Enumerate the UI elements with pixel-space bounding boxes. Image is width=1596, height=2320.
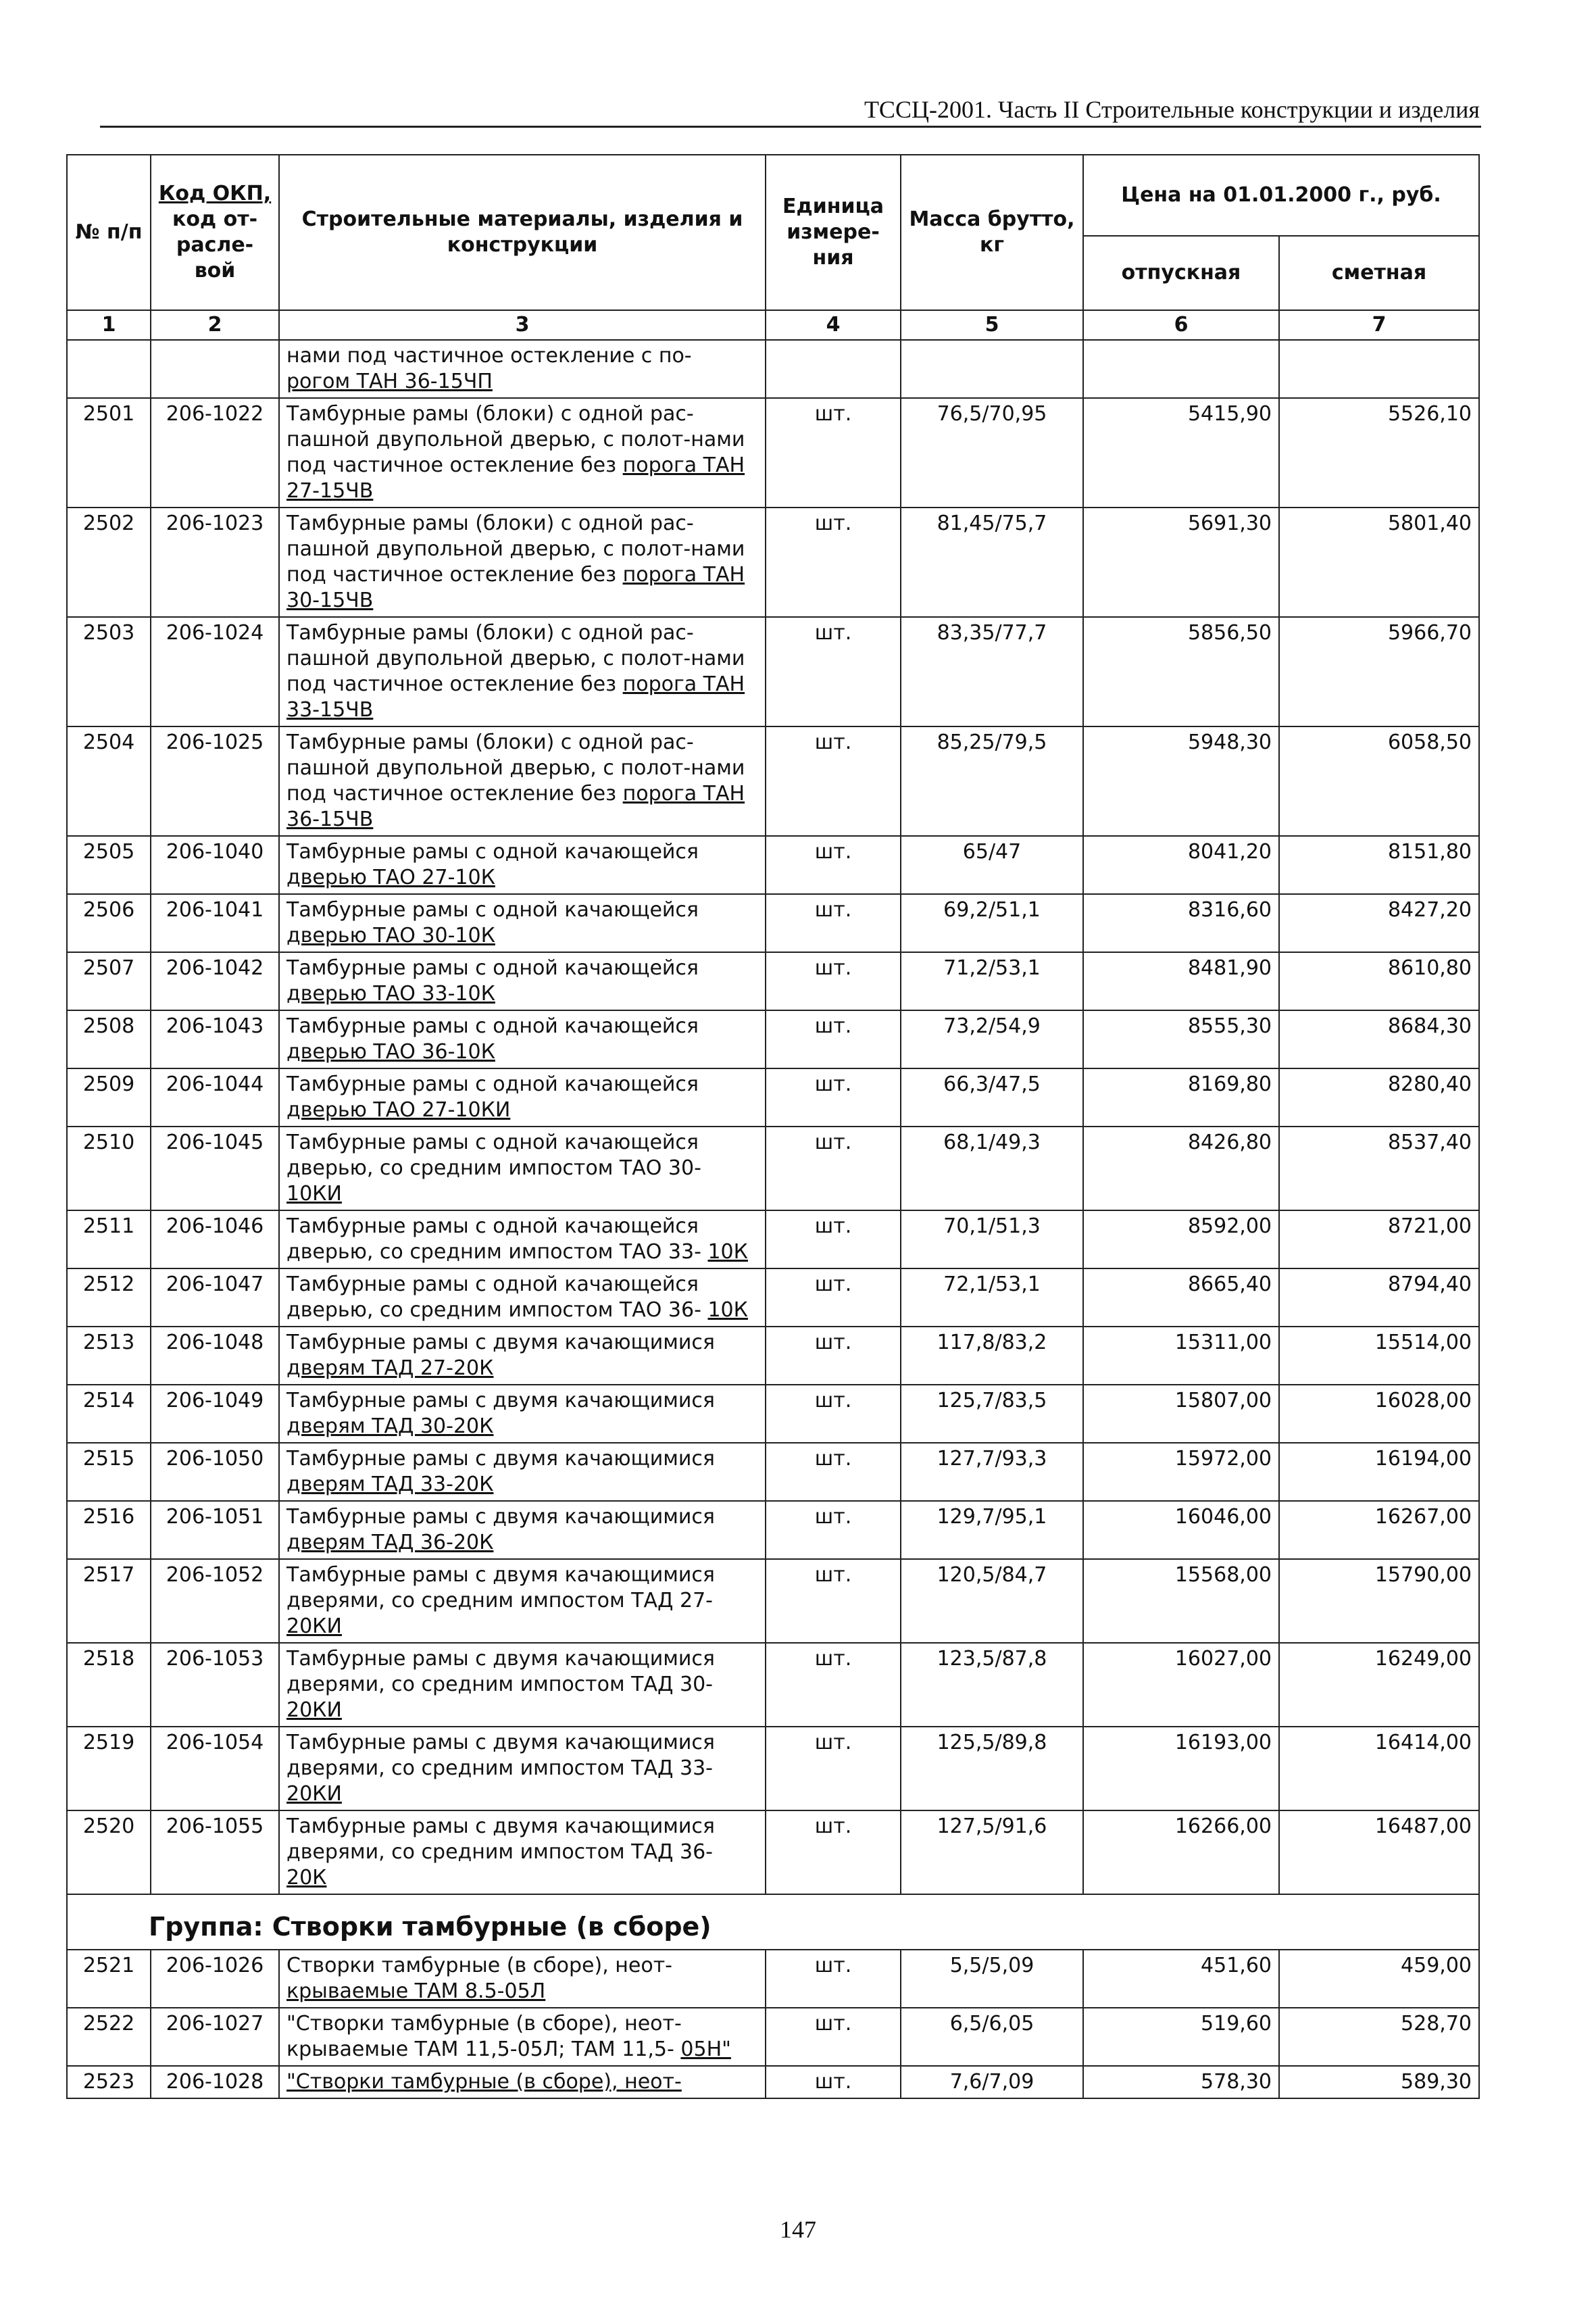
- row-price-release: 8316,60: [1083, 894, 1279, 952]
- description-text: Тамбурные рамы с двумя качающимися: [286, 1331, 715, 1354]
- row-description: [279, 617, 766, 726]
- table-row: [67, 1810, 1479, 1894]
- row-unit: шт.: [766, 1810, 901, 1894]
- row-price-estimate: 8610,80: [1279, 952, 1479, 1010]
- row-unit: шт.: [766, 1010, 901, 1068]
- row-number: 2513: [67, 1327, 151, 1385]
- col-number: 5: [901, 310, 1083, 340]
- header-price: Цена на 01.01.2000 г., руб.: [1083, 155, 1479, 236]
- table-row: [67, 1385, 1479, 1443]
- row-number: 2520: [67, 1810, 151, 1894]
- description-text: Тамбурные рамы (блоки) с одной рас-пашной двупольной дверью, с полот-нами под частичное остекление без: [286, 402, 745, 477]
- row-mass: 68,1/49,3: [901, 1127, 1083, 1210]
- row-mass: 125,7/83,5: [901, 1385, 1083, 1443]
- row-price-estimate: 528,70: [1279, 2008, 1479, 2066]
- row-unit: шт.: [766, 1068, 901, 1127]
- row-description: [279, 1068, 766, 1127]
- row-description: [279, 508, 766, 617]
- row-mass: 66,3/47,5: [901, 1068, 1083, 1127]
- row-description: [279, 1010, 766, 1068]
- description-last-line: "Створки тамбурные (в сборе), неот-: [286, 2070, 682, 2094]
- row-code: 206-1047: [151, 1268, 279, 1327]
- row-description: [279, 836, 766, 894]
- table-row: [67, 1010, 1479, 1068]
- row-number: 2516: [67, 1501, 151, 1559]
- row-number: 2506: [67, 894, 151, 952]
- row-unit: шт.: [766, 894, 901, 952]
- row-description: [279, 1950, 766, 2008]
- row-number: 2502: [67, 508, 151, 617]
- row-code: 206-1027: [151, 2008, 279, 2066]
- header-materials: Строительные материалы, изделия и конструкции: [279, 155, 766, 310]
- description-last-line: 20КИ: [286, 1782, 342, 1806]
- row-price-release: 519,60: [1083, 2008, 1279, 2066]
- table-row: [67, 1643, 1479, 1727]
- row-description: [279, 2066, 766, 2098]
- col-number: 2: [151, 310, 279, 340]
- description-last-line: дверям ТАД 30-20К: [286, 1414, 494, 1438]
- row-number: 2511: [67, 1210, 151, 1268]
- row-price-estimate: 8721,00: [1279, 1210, 1479, 1268]
- row-code: 206-1044: [151, 1068, 279, 1127]
- row-number: 2510: [67, 1127, 151, 1210]
- row-price-release: 451,60: [1083, 1950, 1279, 2008]
- row-price-estimate: 8280,40: [1279, 1068, 1479, 1127]
- row-number: 2521: [67, 1950, 151, 2008]
- row-code: 206-1023: [151, 508, 279, 617]
- row-mass: 81,45/75,7: [901, 508, 1083, 617]
- row-number: 2508: [67, 1010, 151, 1068]
- description-last-line: дверям ТАД 33-20К: [286, 1473, 494, 1496]
- row-code: 206-1050: [151, 1443, 279, 1501]
- row-number: 2517: [67, 1559, 151, 1643]
- description-text: Тамбурные рамы с одной качающейся дверью, со средним импостом ТАО 30-: [286, 1131, 701, 1180]
- row-price-release: 8665,40: [1083, 1268, 1279, 1327]
- row-mass: 70,1/51,3: [901, 1210, 1083, 1268]
- table-row: [67, 2066, 1479, 2098]
- description-last-line: порога ТАН 33-15ЧВ: [286, 672, 745, 722]
- row-price-release: 16027,00: [1083, 1643, 1279, 1727]
- row-price-estimate: 16028,00: [1279, 1385, 1479, 1443]
- row-price-release: 8555,30: [1083, 1010, 1279, 1068]
- row-price-estimate: 8151,80: [1279, 836, 1479, 894]
- row-description: [279, 1501, 766, 1559]
- row-unit: шт.: [766, 726, 901, 836]
- description-last-line: порога ТАН 30-15ЧВ: [286, 563, 745, 612]
- row-price-release: 5691,30: [1083, 508, 1279, 617]
- row-description: [279, 952, 766, 1010]
- row-price-estimate: 5801,40: [1279, 508, 1479, 617]
- description-text: Тамбурные рамы с одной качающейся: [286, 898, 699, 922]
- table-row: [67, 398, 1479, 508]
- row-description: [279, 1727, 766, 1810]
- row-number: 2504: [67, 726, 151, 836]
- row-unit: шт.: [766, 1501, 901, 1559]
- table-row: [67, 1950, 1479, 2008]
- row-unit: шт.: [766, 952, 901, 1010]
- header-unit: Единица измере-ния: [766, 155, 901, 310]
- description-last-line: дверью ТАО 27-10К: [286, 866, 495, 889]
- row-number: 2518: [67, 1643, 151, 1727]
- description-last-line: дверью ТАО 33-10К: [286, 982, 495, 1006]
- description-last-line: дверям ТАД 36-20К: [286, 1531, 494, 1554]
- row-mass: 76,5/70,95: [901, 398, 1083, 508]
- row-price-release: 5948,30: [1083, 726, 1279, 836]
- description-text: Тамбурные рамы с одной качающейся: [286, 840, 699, 864]
- row-unit: шт.: [766, 1643, 901, 1727]
- row-unit: шт.: [766, 617, 901, 726]
- row-code: 206-1055: [151, 1810, 279, 1894]
- table-row: [67, 1327, 1479, 1385]
- row-number: 2507: [67, 952, 151, 1010]
- table-row: [67, 1559, 1479, 1643]
- row-unit: шт.: [766, 1127, 901, 1210]
- row-code: 206-1040: [151, 836, 279, 894]
- description-last-line: порога ТАН 36-15ЧВ: [286, 782, 745, 831]
- row-price-estimate: 8684,30: [1279, 1010, 1479, 1068]
- row-description: [279, 1127, 766, 1210]
- description-text: Тамбурные рамы с двумя качающимися дверями, со средним импостом ТАД 33-: [286, 1731, 715, 1780]
- row-price-release: 8426,80: [1083, 1127, 1279, 1210]
- row-number: 2514: [67, 1385, 151, 1443]
- description-text: Тамбурные рамы (блоки) с одной рас-пашной двупольной дверью, с полот-нами под частичное остекление без: [286, 512, 745, 587]
- description-text: Тамбурные рамы с одной качающейся дверью, со средним импостом ТАО 36-: [286, 1273, 701, 1322]
- table-row: [67, 1068, 1479, 1127]
- row-mass: 123,5/87,8: [901, 1643, 1083, 1727]
- header-estimate: сметная: [1279, 236, 1479, 310]
- row-mass: 65/47: [901, 836, 1083, 894]
- row-number: 2523: [67, 2066, 151, 2098]
- row-code: 206-1041: [151, 894, 279, 952]
- row-code: 206-1052: [151, 1559, 279, 1643]
- row-code: 206-1049: [151, 1385, 279, 1443]
- row-code: 206-1042: [151, 952, 279, 1010]
- row-mass: 71,2/53,1: [901, 952, 1083, 1010]
- table-row: [67, 894, 1479, 952]
- row-code: 206-1026: [151, 1950, 279, 2008]
- table-row: [67, 952, 1479, 1010]
- row-description: [279, 1268, 766, 1327]
- row-price-estimate: 16267,00: [1279, 1501, 1479, 1559]
- col-number: 1: [67, 310, 151, 340]
- row-mass: 85,25/79,5: [901, 726, 1083, 836]
- table-row: [67, 836, 1479, 894]
- description-text: "Створки тамбурные (в сборе), неот-крываемые ТАМ 11,5-05Л; ТАМ 11,5-: [286, 2012, 682, 2061]
- price-table: [66, 154, 1480, 2099]
- row-price-release: 8169,80: [1083, 1068, 1279, 1127]
- row-unit: шт.: [766, 1327, 901, 1385]
- row-price-release: 16046,00: [1083, 1501, 1279, 1559]
- row-mass: 127,5/91,6: [901, 1810, 1083, 1894]
- description-last-line: порога ТАН 27-15ЧВ: [286, 453, 745, 503]
- row-number: 2515: [67, 1443, 151, 1501]
- table-row: [67, 2008, 1479, 2066]
- row-mass: 69,2/51,1: [901, 894, 1083, 952]
- table-row: [67, 1443, 1479, 1501]
- row-price-estimate: 16194,00: [1279, 1443, 1479, 1501]
- row-number: 2505: [67, 836, 151, 894]
- row-mass: 83,35/77,7: [901, 617, 1083, 726]
- running-header: ТССЦ-2001. Часть II Строительные конструкции и изделия: [864, 96, 1480, 123]
- row-price-estimate: 15514,00: [1279, 1327, 1479, 1385]
- table-row: [67, 1127, 1479, 1210]
- header-rule: [100, 126, 1481, 128]
- row-unit: шт.: [766, 1950, 901, 2008]
- row-mass: 73,2/54,9: [901, 1010, 1083, 1068]
- row-unit: шт.: [766, 1443, 901, 1501]
- table-row: [67, 726, 1479, 836]
- row-number: 2501: [67, 398, 151, 508]
- col-number: 6: [1083, 310, 1279, 340]
- description-last-line: дверям ТАД 27-20К: [286, 1356, 494, 1380]
- row-unit: шт.: [766, 508, 901, 617]
- row-price-estimate: 6058,50: [1279, 726, 1479, 836]
- row-code: 206-1043: [151, 1010, 279, 1068]
- row-mass: 7,6/7,09: [901, 2066, 1083, 2098]
- header-num: № п/п: [67, 155, 151, 310]
- header-okp-top: Код ОКП,: [158, 182, 272, 205]
- description-last-line: 10КИ: [286, 1182, 342, 1206]
- continuation-row: [67, 340, 1479, 398]
- description-text: Тамбурные рамы с двумя качающимися дверями, со средним импостом ТАД 36-: [286, 1815, 715, 1864]
- row-number: 2522: [67, 2008, 151, 2066]
- row-code: 206-1028: [151, 2066, 279, 2098]
- row-price-release: 16266,00: [1083, 1810, 1279, 1894]
- table-row: [67, 1501, 1479, 1559]
- table-row: [67, 1268, 1479, 1327]
- row-unit: шт.: [766, 2066, 901, 2098]
- row-description: [279, 1327, 766, 1385]
- description-text: Тамбурные рамы с двумя качающимися дверями, со средним импостом ТАД 27-: [286, 1563, 715, 1612]
- row-number: 2503: [67, 617, 151, 726]
- group-row: [67, 1894, 1479, 1950]
- row-price-release: 15972,00: [1083, 1443, 1279, 1501]
- row-code: 206-1048: [151, 1327, 279, 1385]
- row-code: 206-1024: [151, 617, 279, 726]
- row-price-estimate: 459,00: [1279, 1950, 1479, 2008]
- description-text: Тамбурные рамы с одной качающейся дверью, со средним импостом ТАО 33-: [286, 1214, 701, 1264]
- row-price-release: 5415,90: [1083, 398, 1279, 508]
- row-code: 206-1051: [151, 1501, 279, 1559]
- row-price-release: 8041,20: [1083, 836, 1279, 894]
- page-number: 147: [780, 2216, 816, 2243]
- description-last-line: 10К: [707, 1240, 748, 1264]
- row-price-release: 5856,50: [1083, 617, 1279, 726]
- row-price-release: 8592,00: [1083, 1210, 1279, 1268]
- col-number: 7: [1279, 310, 1479, 340]
- description-text: Тамбурные рамы с одной качающейся: [286, 1014, 699, 1038]
- description-last-line: дверью ТАО 30-10К: [286, 924, 495, 947]
- table-row: [67, 1210, 1479, 1268]
- description-last-line: дверью ТАО 27-10КИ: [286, 1098, 511, 1122]
- row-description: [279, 2008, 766, 2066]
- description-text: Тамбурные рамы (блоки) с одной рас-пашной двупольной дверью, с полот-нами под частичное остекление без: [286, 621, 745, 696]
- row-price-estimate: 16414,00: [1279, 1727, 1479, 1810]
- row-mass: 127,7/93,3: [901, 1443, 1083, 1501]
- row-unit: шт.: [766, 2008, 901, 2066]
- row-description: [279, 398, 766, 508]
- description-last-line: 20КИ: [286, 1614, 342, 1638]
- row-price-estimate: 589,30: [1279, 2066, 1479, 2098]
- row-unit: шт.: [766, 398, 901, 508]
- row-description: [279, 1443, 766, 1501]
- row-mass: 72,1/53,1: [901, 1268, 1083, 1327]
- description-last-line: дверью ТАО 36-10К: [286, 1040, 495, 1064]
- description-text: Тамбурные рамы с двумя качающимися дверями, со средним импостом ТАД 30-: [286, 1647, 715, 1696]
- row-description: [279, 1810, 766, 1894]
- description-text: Тамбурные рамы с двумя качающимися: [286, 1389, 715, 1412]
- header-mass: Масса брутто, кг: [901, 155, 1083, 310]
- description-text: Тамбурные рамы с одной качающейся: [286, 956, 699, 980]
- group-title: Группа: Створки тамбурные (в сборе): [67, 1894, 1479, 1950]
- row-unit: шт.: [766, 1727, 901, 1810]
- description-text: Тамбурные рамы (блоки) с одной рас-пашной двупольной дверью, с полот-нами под частичное остекление без: [286, 731, 745, 806]
- table-row: [67, 1727, 1479, 1810]
- row-code: 206-1054: [151, 1727, 279, 1810]
- continuation-desc: нами под частичное остекление с по- рогом ТАН 36-15ЧП: [279, 340, 766, 398]
- row-unit: шт.: [766, 836, 901, 894]
- col-number: 3: [279, 310, 766, 340]
- row-price-estimate: 8427,20: [1279, 894, 1479, 952]
- header-release: отпускная: [1083, 236, 1279, 310]
- table-row: [67, 617, 1479, 726]
- row-mass: 6,5/6,05: [901, 2008, 1083, 2066]
- row-unit: шт.: [766, 1559, 901, 1643]
- row-code: 206-1045: [151, 1127, 279, 1210]
- row-unit: шт.: [766, 1210, 901, 1268]
- row-price-estimate: 16487,00: [1279, 1810, 1479, 1894]
- row-price-estimate: 5526,10: [1279, 398, 1479, 508]
- row-number: 2509: [67, 1068, 151, 1127]
- row-mass: 117,8/83,2: [901, 1327, 1083, 1385]
- description-last-line: 10К: [707, 1298, 748, 1322]
- row-price-release: 16193,00: [1083, 1727, 1279, 1810]
- row-price-release: 15807,00: [1083, 1385, 1279, 1443]
- row-code: 206-1022: [151, 398, 279, 508]
- row-code: 206-1053: [151, 1643, 279, 1727]
- row-price-estimate: 8537,40: [1279, 1127, 1479, 1210]
- table-row: [67, 508, 1479, 617]
- row-price-estimate: 8794,40: [1279, 1268, 1479, 1327]
- column-number-row: [67, 310, 1479, 340]
- row-description: [279, 894, 766, 952]
- row-unit: шт.: [766, 1268, 901, 1327]
- header-okp-bottom: код от-расле-вой: [172, 207, 258, 282]
- row-code: 206-1025: [151, 726, 279, 836]
- row-price-estimate: 16249,00: [1279, 1643, 1479, 1727]
- row-price-estimate: 15790,00: [1279, 1559, 1479, 1643]
- row-mass: 120,5/84,7: [901, 1559, 1083, 1643]
- row-number: 2519: [67, 1727, 151, 1810]
- row-description: [279, 1559, 766, 1643]
- row-unit: шт.: [766, 1385, 901, 1443]
- description-last-line: 05Н": [680, 2038, 731, 2061]
- description-last-line: 20КИ: [286, 1698, 342, 1722]
- row-number: 2512: [67, 1268, 151, 1327]
- description-text: Тамбурные рамы с двумя качающимися: [286, 1447, 715, 1471]
- header-okp: [151, 155, 279, 310]
- row-price-release: 15568,00: [1083, 1559, 1279, 1643]
- row-mass: 129,7/95,1: [901, 1501, 1083, 1559]
- row-description: [279, 1385, 766, 1443]
- description-text: Створки тамбурные (в сборе), неот-: [286, 1954, 673, 1977]
- row-description: [279, 1210, 766, 1268]
- description-last-line: 20К: [286, 1866, 327, 1890]
- row-price-estimate: 5966,70: [1279, 617, 1479, 726]
- row-price-release: 8481,90: [1083, 952, 1279, 1010]
- row-mass: 5,5/5,09: [901, 1950, 1083, 2008]
- description-text: Тамбурные рамы с одной качающейся: [286, 1072, 699, 1096]
- row-code: 206-1046: [151, 1210, 279, 1268]
- row-description: [279, 1643, 766, 1727]
- row-description: [279, 726, 766, 836]
- row-price-release: 578,30: [1083, 2066, 1279, 2098]
- col-number: 4: [766, 310, 901, 340]
- row-price-release: 15311,00: [1083, 1327, 1279, 1385]
- row-mass: 125,5/89,8: [901, 1727, 1083, 1810]
- description-text: Тамбурные рамы с двумя качающимися: [286, 1505, 715, 1529]
- description-last-line: крываемые ТАМ 8.5-05Л: [286, 1979, 546, 2003]
